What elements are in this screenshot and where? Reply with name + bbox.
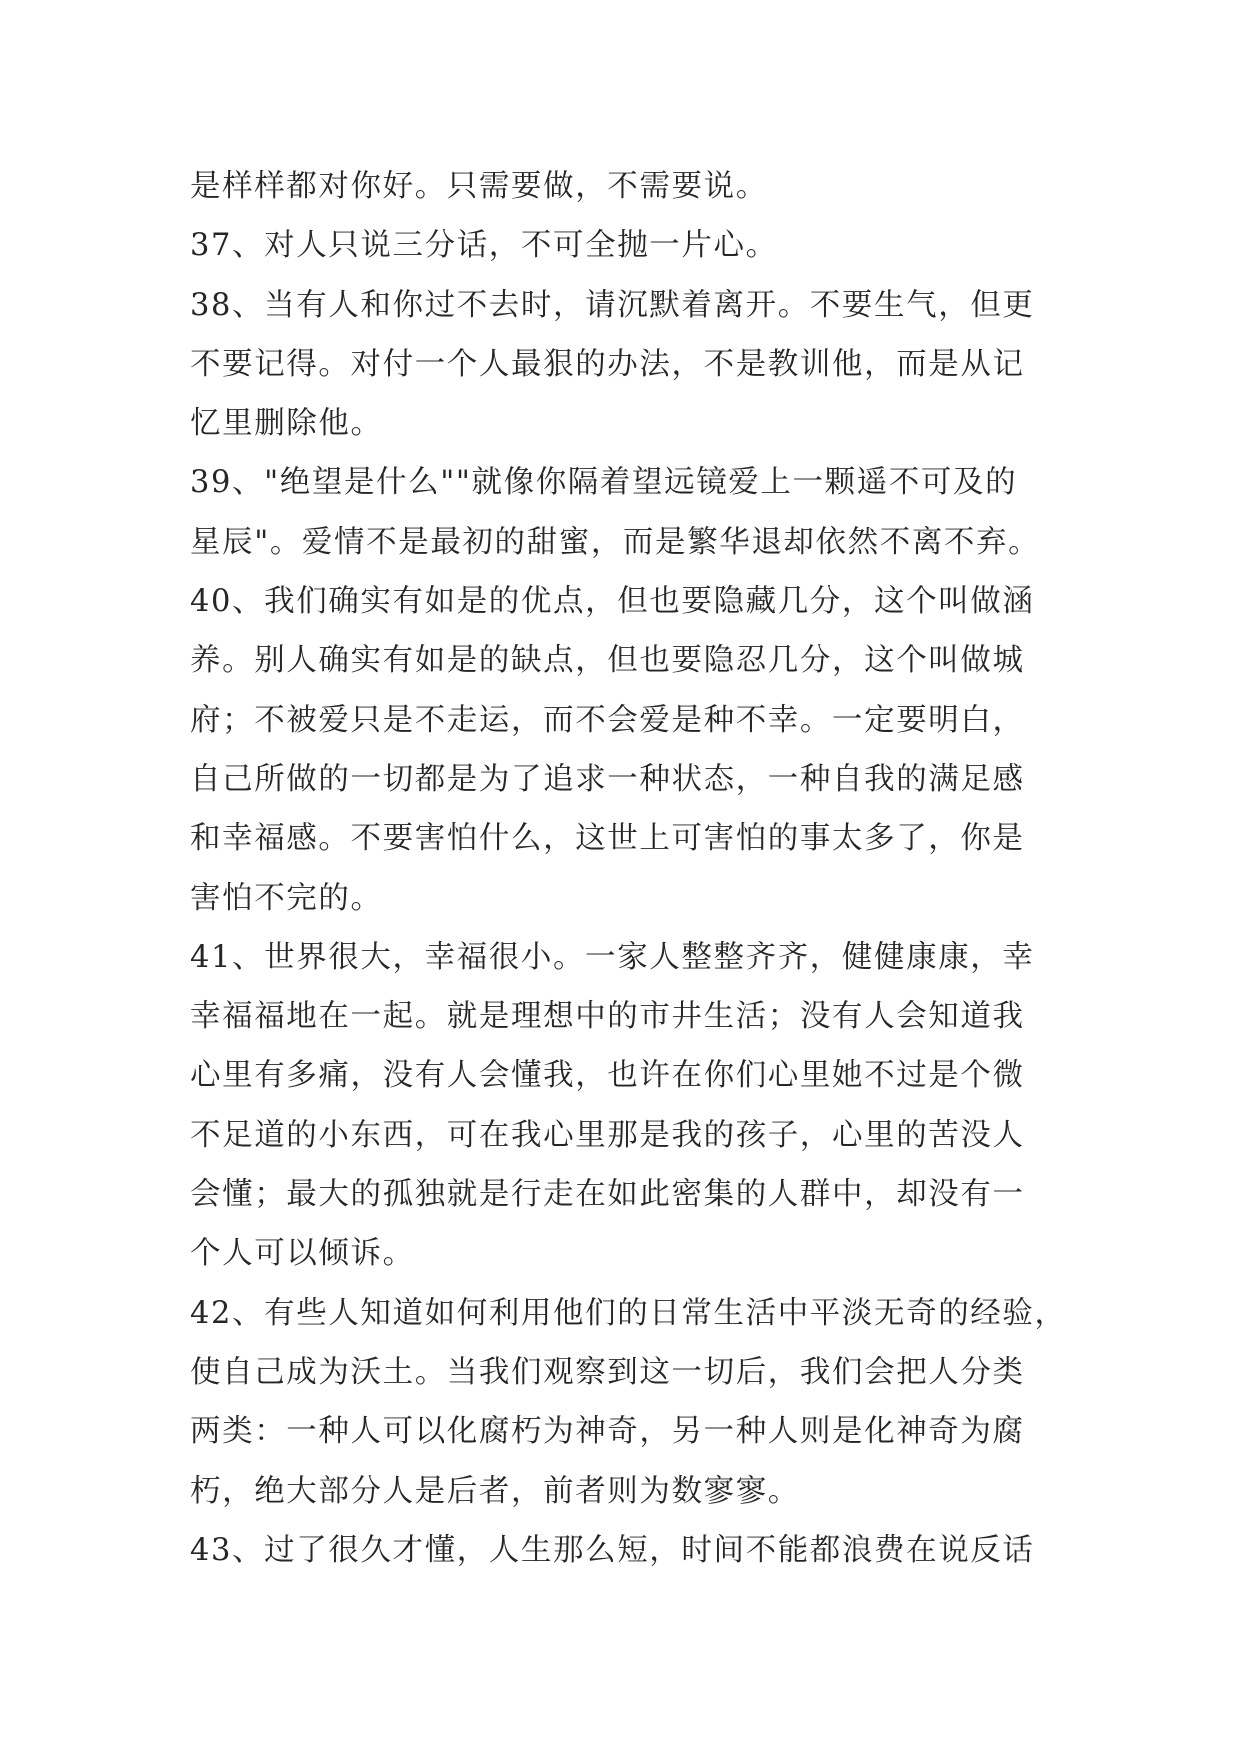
text-line: 忆里删除他。 [190,406,383,442]
text-line: 府；不被爱只是不走运，而不会爱是种不幸。一定要明白， [190,702,1025,738]
text-line: 个人可以倾诉。 [190,1236,415,1272]
document-body [190,157,1080,1580]
text-line: 42、有些人知道如何利用他们的日常生活中平淡无奇的经验， [190,1295,1067,1331]
text-line: 害怕不完的。 [190,880,383,916]
text-line: 39、"绝望是什么""就像你隔着望远镜爱上一颗遥不可及的 [190,465,1018,501]
text-line: 心里有多痛，没有人会懂我，也许在你们心里她不过是个微 [190,1058,1025,1094]
text-line: 自己所做的一切都是为了追求一种状态，一种自我的满足感 [190,761,1025,797]
text-line: 会懂；最大的孤独就是行走在如此密集的人群中，却没有一 [190,1177,1025,1213]
text-line: 40、我们确实有如是的优点，但也要隐藏几分，这个叫做涵 [190,584,1035,620]
text-line: 养。别人确实有如是的缺点，但也要隐忍几分，这个叫做城 [190,643,1025,679]
text-line: 幸福福地在一起。就是理想中的市井生活；没有人会知道我 [190,999,1025,1035]
text-line: 不要记得。对付一个人最狠的办法，不是教训他，而是从记 [190,346,1025,382]
text-line: 38、当有人和你过不去时，请沉默着离开。不要生气，但更 [190,287,1035,323]
text-line: 43、过了很久才懂，人生那么短，时间不能都浪费在说反话 [190,1532,1035,1568]
text-line: 朽，绝大部分人是后者，前者则为数寥寥。 [190,1473,800,1509]
text-line: 不足道的小东西，可在我心里那是我的孩子，心里的苦没人 [190,1117,1025,1153]
text-line: 41、世界很大，幸福很小。一家人整整齐齐，健健康康，幸 [190,939,1035,975]
text-line: 和幸福感。不要害怕什么，这世上可害怕的事太多了，你是 [190,821,1025,857]
text-line: 使自己成为沃土。当我们观察到这一切后，我们会把人分类 [190,1354,1025,1390]
text-line: 是样样都对你好。只需要做，不需要说。 [190,169,768,204]
text-line: 37、对人只说三分话，不可全抛一片心。 [190,228,778,264]
text-line: 星辰"。爱情不是最初的甜蜜，而是繁华退却依然不离不弃。 [190,524,1041,560]
text-line: 两类：一种人可以化腐朽为神奇，另一种人则是化神奇为腐 [190,1414,1025,1450]
